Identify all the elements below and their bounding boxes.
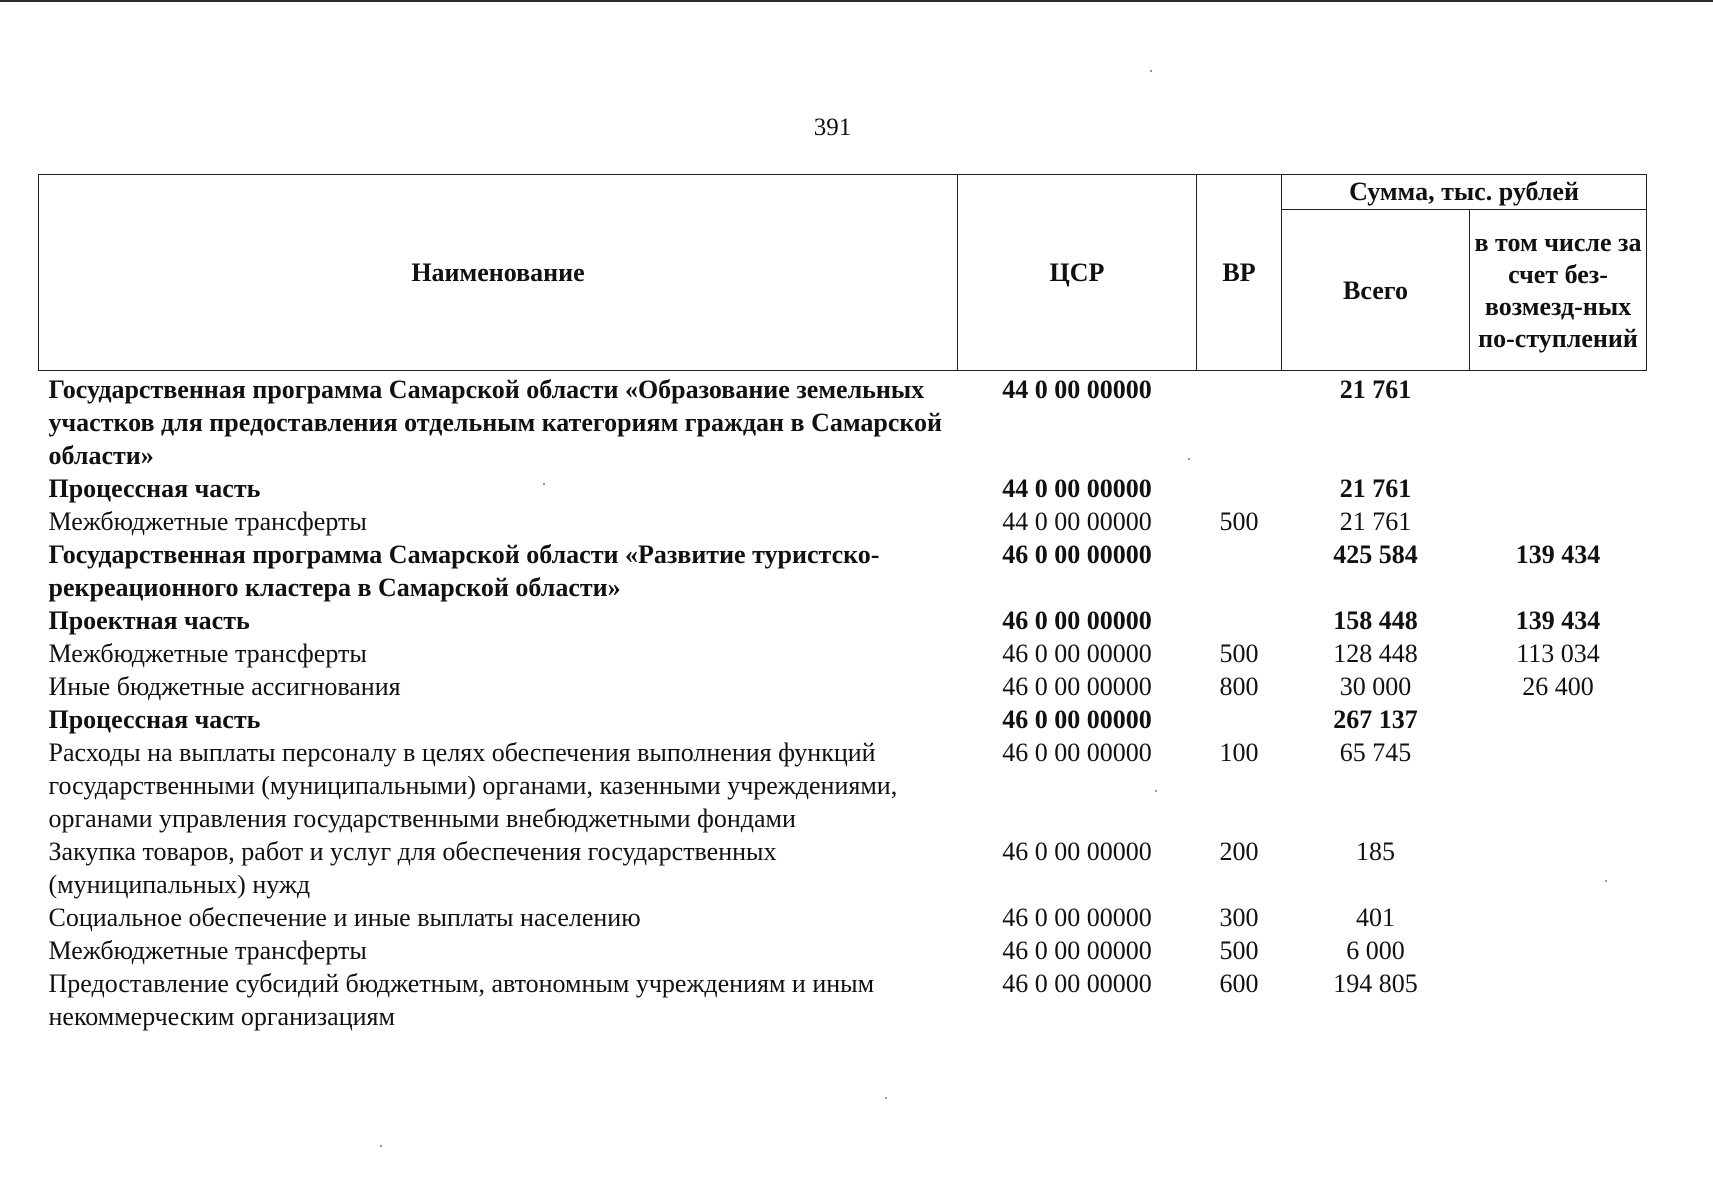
header-name: Наименование: [39, 175, 958, 371]
table-row: [39, 472, 1647, 505]
header-vr: ВР: [1197, 175, 1282, 371]
row-csr-cell: 44 0 00 00000: [1002, 474, 1152, 503]
scan-speck: [885, 1097, 887, 1099]
row-name-cell: Социальное обеспечение и иные выплаты населению: [48, 903, 641, 932]
scan-speck: [543, 483, 545, 485]
table-row: [39, 538, 1647, 604]
row-vr-cell: 800: [1219, 672, 1259, 701]
row-total-cell: 425 584: [1333, 540, 1418, 569]
row-name-cell: Процессная часть: [48, 474, 261, 503]
row-incl-cell: 113 034: [1516, 639, 1600, 668]
row-csr-cell: 46 0 00 00000: [1002, 969, 1152, 998]
page-number: 391: [813, 114, 852, 141]
row-incl-cell: [1470, 901, 1647, 934]
row-vr-cell: 100: [1219, 738, 1259, 767]
scan-speck: [1155, 790, 1157, 792]
row-name-cell: Процессная часть: [48, 705, 261, 734]
table-row: [39, 934, 1647, 967]
row-vr-cell: 200: [1219, 837, 1259, 866]
row-name-cell: Иные бюджетные ассигнования: [48, 672, 401, 701]
header-csr: ЦСР: [958, 175, 1197, 371]
row-total-cell: 21 761: [1339, 474, 1412, 503]
row-vr-cell: [1197, 371, 1282, 473]
row-total-cell: 65 745: [1339, 738, 1412, 767]
scan-speck: [1150, 70, 1152, 72]
scan-speck: [1188, 458, 1190, 460]
row-vr-cell: [1197, 472, 1282, 505]
scan-top-edge: [0, 0, 1713, 2]
table-row: [39, 604, 1647, 637]
row-incl-cell: [1470, 967, 1647, 1033]
scan-speck: [1605, 880, 1607, 882]
header-sum: Сумма, тыс. рублей: [1282, 175, 1647, 210]
row-csr-cell: 44 0 00 00000: [1002, 375, 1152, 404]
row-csr-cell: 46 0 00 00000: [1002, 705, 1152, 734]
table-body: [39, 371, 1647, 1034]
budget-table: [38, 174, 1647, 1033]
row-csr-cell: 46 0 00 00000: [1002, 606, 1152, 635]
row-csr-cell: 46 0 00 00000: [1002, 837, 1152, 866]
row-total-cell: 158 448: [1333, 606, 1418, 635]
row-csr-cell: 46 0 00 00000: [1002, 540, 1152, 569]
row-incl-cell: [1470, 736, 1647, 835]
row-total-cell: 30 000: [1339, 672, 1412, 701]
row-vr-cell: 500: [1219, 639, 1259, 668]
table-row: [39, 967, 1647, 1033]
row-csr-cell: 46 0 00 00000: [1002, 903, 1152, 932]
row-total-cell: 267 137: [1333, 705, 1418, 734]
row-total-cell: 401: [1356, 903, 1395, 932]
row-vr-cell: [1197, 604, 1282, 637]
scan-speck: [380, 1145, 382, 1147]
row-incl-cell: [1470, 835, 1647, 901]
row-name-cell: Межбюджетные трансферты: [48, 639, 367, 668]
row-total-cell: 21 761: [1339, 507, 1412, 536]
row-name-cell: Межбюджетные трансферты: [48, 507, 367, 536]
row-name-cell: Расходы на выплаты персоналу в целях обеспечения выполнения функций государственными (муниципальными) органами, казенными учреждениями, органами управления государственными внебюджетными фондами: [48, 738, 898, 833]
row-total-cell: 21 761: [1339, 375, 1412, 404]
row-incl-cell: 139 434: [1515, 606, 1601, 635]
row-csr-cell: 46 0 00 00000: [1002, 738, 1152, 767]
table-row: [39, 371, 1647, 473]
row-csr-cell: 46 0 00 00000: [1002, 639, 1152, 668]
row-incl-cell: [1470, 703, 1647, 736]
row-vr-cell: [1197, 538, 1282, 604]
row-vr-cell: [1197, 703, 1282, 736]
row-csr-cell: 46 0 00 00000: [1002, 936, 1152, 965]
row-incl-cell: 139 434: [1515, 540, 1601, 569]
row-vr-cell: 500: [1219, 936, 1259, 965]
table-row: [39, 703, 1647, 736]
table-row: [39, 505, 1647, 538]
table-row: [39, 835, 1647, 901]
header-total: Всего: [1282, 210, 1470, 371]
row-name-cell: Государственная программа Самарской области «Образование земельных участков для предоставления отдельным категориям граждан в Самарской области»: [48, 375, 943, 470]
row-incl-cell: 26 400: [1522, 672, 1594, 701]
row-name-cell: Межбюджетные трансферты: [48, 936, 367, 965]
table-row: [39, 637, 1647, 670]
row-vr-cell: 600: [1219, 969, 1259, 998]
row-total-cell: 185: [1356, 837, 1395, 866]
row-vr-cell: 300: [1219, 903, 1259, 932]
row-name-cell: Предоставление субсидий бюджетным, автономным учреждениям и иным некоммерческим организациям: [48, 969, 875, 1031]
table-row: [39, 901, 1647, 934]
row-csr-cell: 46 0 00 00000: [1002, 672, 1152, 701]
row-csr-cell: 44 0 00 00000: [1002, 507, 1152, 536]
row-name-cell: Государственная программа Самарской области «Развитие туристско-рекреационного кластера в Самарской области»: [48, 540, 880, 602]
row-total-cell: 6 000: [1346, 936, 1405, 965]
row-incl-cell: [1470, 371, 1647, 473]
row-name-cell: Проектная часть: [48, 606, 250, 635]
table-row: [39, 670, 1647, 703]
header-incl: в том числе за счет без-возмезд-ных по-ступлений: [1470, 210, 1647, 371]
row-total-cell: 194 805: [1333, 969, 1418, 998]
table-row: [39, 736, 1647, 835]
row-name-cell: Закупка товаров, работ и услуг для обеспечения государственных (муниципальных) нужд: [48, 837, 777, 899]
row-incl-cell: [1470, 934, 1647, 967]
row-total-cell: 128 448: [1333, 639, 1418, 668]
row-incl-cell: [1470, 505, 1647, 538]
row-incl-cell: [1470, 472, 1647, 505]
row-vr-cell: 500: [1219, 507, 1259, 536]
